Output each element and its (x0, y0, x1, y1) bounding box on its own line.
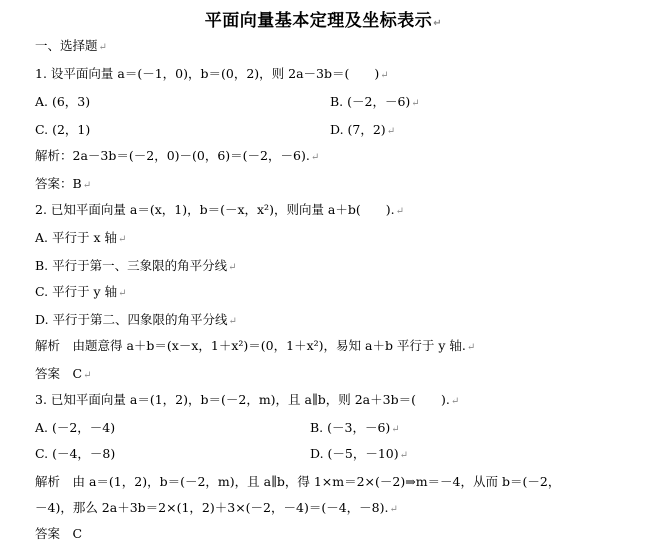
paragraph-mark-icon: ↵ (83, 370, 92, 381)
paragraph-mark-icon: ↵ (82, 180, 92, 191)
q1-stem: 1. 设平面向量 a＝(－1，0)，b＝(0，2)，则 2a－3b＝( )↵ (35, 66, 389, 81)
paragraph-mark-icon: ↵ (228, 262, 237, 273)
paragraph-mark-icon: ↵ (399, 450, 409, 461)
q3-stem: 3. 已知平面向量 a＝(1，2)，b＝(－2，m)，且 a∥b，则 2a＋3b＝( ).↵ (35, 392, 460, 407)
paragraph-mark-icon: ↵ (433, 18, 443, 29)
paragraph-mark-icon: ↵ (450, 396, 460, 407)
paragraph-mark-icon: ↵ (310, 152, 320, 163)
q2-option-d: D. 平行于第二、四象限的角平分线↵ (35, 312, 237, 327)
q3-option-d: D. (－5，－10)↵ (310, 446, 409, 461)
paragraph-mark-icon: ↵ (389, 504, 398, 515)
page-title: 平面向量基本定理及坐标表示↵ (204, 11, 443, 31)
q3-option-b: B. (－3，－6)↵ (310, 420, 400, 435)
paragraph-mark-icon: ↵ (386, 126, 396, 137)
q3-option-c: C. (－4，－8) (35, 446, 116, 461)
q3-option-a: A. (－2，－4) (35, 420, 116, 435)
q2-stem: 2. 已知平面向量 a＝(x，1)，b＝(－x，x²)，则向量 a＋b( ).↵ (35, 202, 404, 217)
paragraph-mark-icon: ↵ (391, 424, 400, 435)
paragraph-mark-icon: ↵ (118, 288, 127, 299)
q2-answer: 答案 C↵ (35, 366, 92, 381)
q1-analysis: 解析：2a－3b＝(－2，0)－(0，6)＝(－2，－6).↵ (35, 148, 320, 163)
q1-option-a: A. (6，3) (35, 94, 91, 109)
q3-analysis-line1: 解析 由 a＝(1，2)，b＝(－2，m)，且 a∥b，得 1×m＝2×(－2)⇒m＝－4，从而 b＝(－2， (35, 474, 561, 489)
paragraph-mark-icon: ↵ (395, 206, 404, 217)
q2-option-c: C. 平行于 y 轴↵ (35, 284, 127, 299)
paragraph-mark-icon: ↵ (411, 98, 420, 109)
q2-option-a: A. 平行于 x 轴↵ (35, 230, 127, 245)
q1-option-c: C. (2，1) (35, 122, 91, 137)
paragraph-mark-icon: ↵ (466, 342, 476, 353)
paragraph-mark-icon: ↵ (228, 316, 237, 327)
q3-answer: 答案 C (35, 526, 83, 541)
q1-answer: 答案：B↵ (35, 176, 92, 191)
q1-option-d: D. (7，2)↵ (330, 122, 396, 137)
q2-analysis: 解析 由题意得 a＋b＝(x－x，1＋x²)＝(0，1＋x²)，易知 a＋b 平行于 y 轴.↵ (35, 338, 476, 353)
q3-analysis-line2: －4)，那么 2a＋3b＝2×(1，2)＋3×(－2，－4)＝(－4，－8).↵ (35, 500, 398, 515)
paragraph-mark-icon: ↵ (117, 234, 127, 245)
section-heading: 一、选择题↵ (35, 38, 107, 53)
q1-option-b: B. (－2，－6)↵ (330, 94, 420, 109)
paragraph-mark-icon: ↵ (380, 70, 389, 81)
q2-option-b: B. 平行于第一、三象限的角平分线↵ (35, 258, 237, 273)
paragraph-mark-icon: ↵ (98, 42, 107, 53)
